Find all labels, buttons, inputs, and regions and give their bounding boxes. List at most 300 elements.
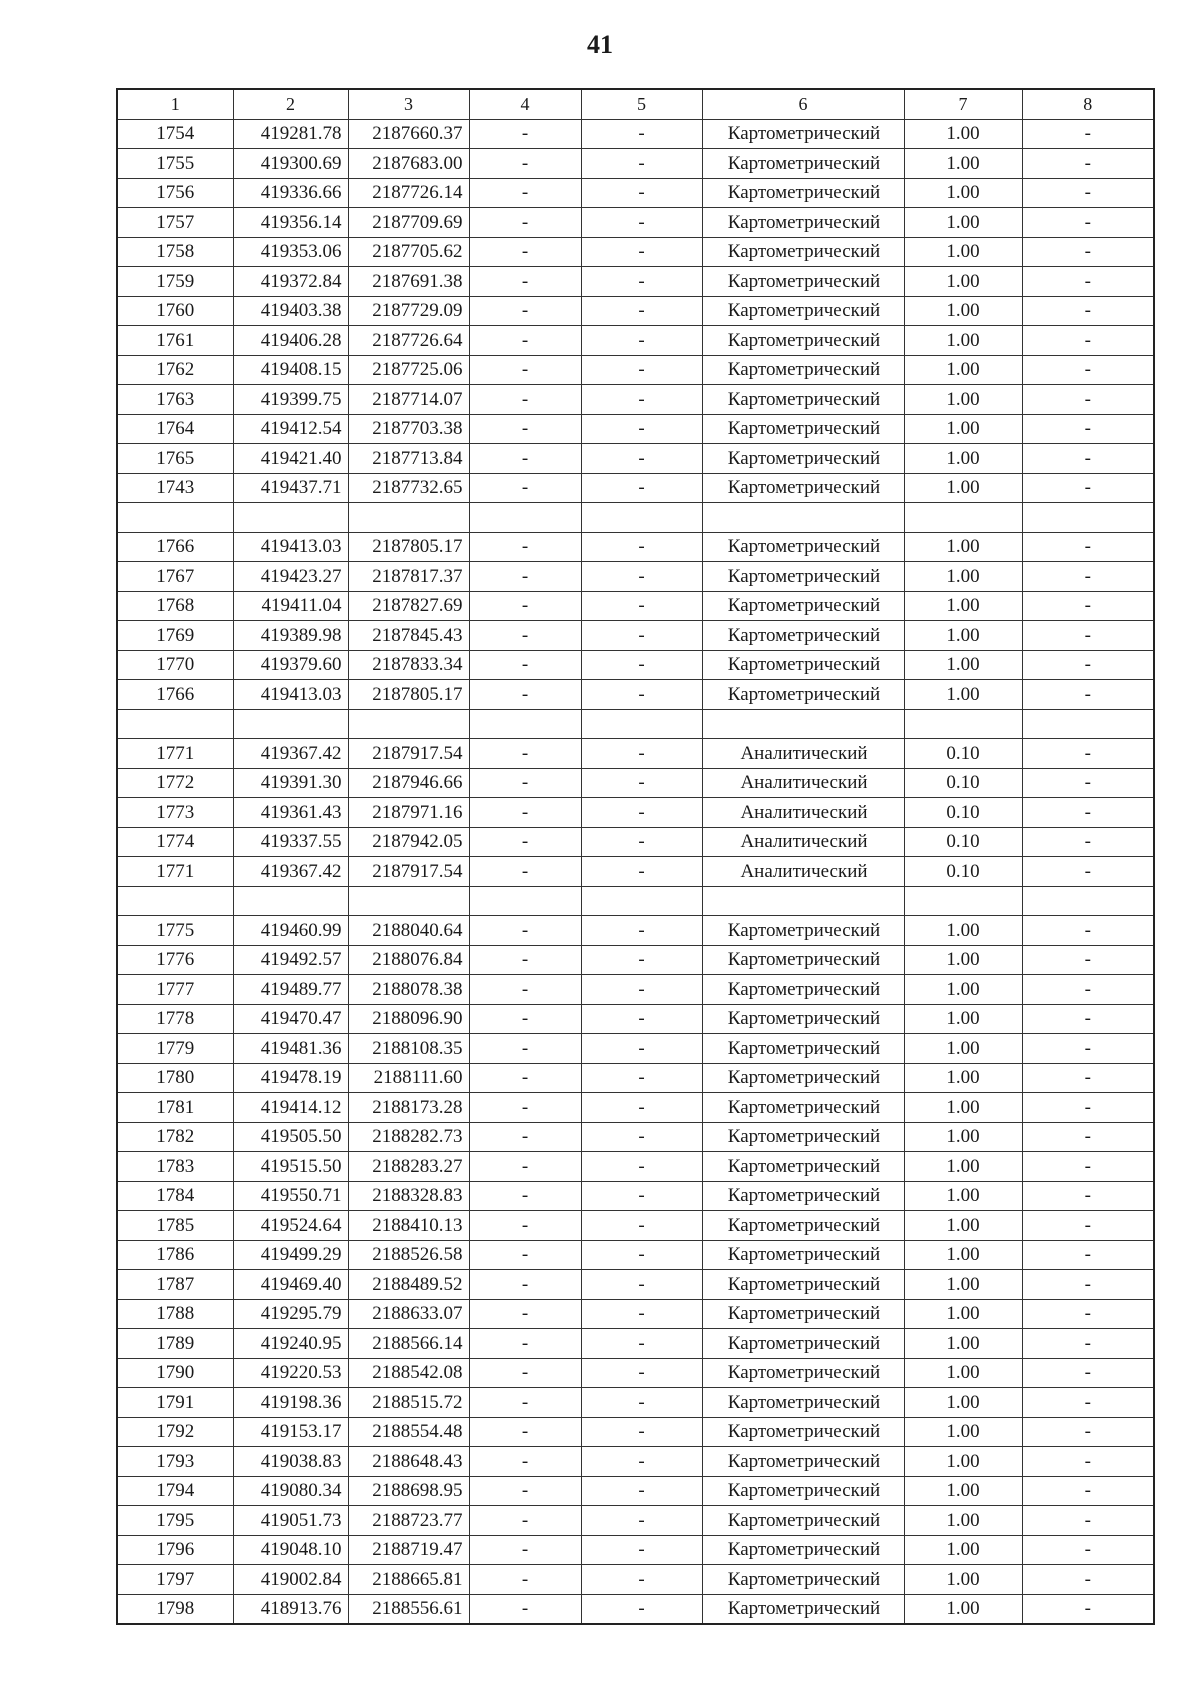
table-cell: -: [1022, 1388, 1154, 1418]
table-cell: -: [1022, 444, 1154, 474]
coord-x-cell: 419515.50: [233, 1152, 348, 1182]
table-cell: -: [469, 1417, 581, 1447]
table-row: [117, 562, 1154, 592]
table-cell: -: [1022, 532, 1154, 562]
separator-row: [117, 503, 1154, 533]
point-number-cell: 1772: [117, 768, 233, 798]
coord-x-cell: 419408.15: [233, 355, 348, 385]
method-cell: Картометрический: [702, 178, 904, 208]
precision-cell: 1.00: [904, 326, 1022, 356]
precision-cell: 1.00: [904, 1299, 1022, 1329]
point-number-cell: 1786: [117, 1240, 233, 1270]
table-cell: -: [469, 149, 581, 179]
precision-cell: 1.00: [904, 650, 1022, 680]
table-cell: -: [581, 1358, 702, 1388]
table-row: [117, 1506, 1154, 1536]
table-cell: [581, 503, 702, 533]
method-cell: Картометрический: [702, 916, 904, 946]
coord-x-cell: 419470.47: [233, 1004, 348, 1034]
table-cell: [469, 503, 581, 533]
method-cell: Картометрический: [702, 1063, 904, 1093]
table-cell: -: [581, 1417, 702, 1447]
table-cell: -: [1022, 857, 1154, 887]
coord-y-cell: 2187971.16: [348, 798, 469, 828]
table-cell: -: [469, 1152, 581, 1182]
table-cell: -: [469, 768, 581, 798]
precision-cell: 1.00: [904, 149, 1022, 179]
method-cell: Картометрический: [702, 385, 904, 415]
table-cell: -: [469, 975, 581, 1005]
coord-y-cell: 2188282.73: [348, 1122, 469, 1152]
point-number-cell: 1794: [117, 1476, 233, 1506]
method-cell: [702, 503, 904, 533]
coord-x-cell: 418913.76: [233, 1594, 348, 1624]
precision-cell: 1.00: [904, 1034, 1022, 1064]
precision-cell: [904, 503, 1022, 533]
table-body: [117, 89, 1154, 1624]
table-row: [117, 385, 1154, 415]
table-cell: -: [1022, 1004, 1154, 1034]
table-cell: -: [1022, 650, 1154, 680]
point-number-cell: 1781: [117, 1093, 233, 1123]
coord-y-cell: 2188076.84: [348, 945, 469, 975]
coord-y-cell: 2187845.43: [348, 621, 469, 651]
coord-x-cell: [233, 709, 348, 739]
table-row: [117, 1388, 1154, 1418]
table-row: [117, 827, 1154, 857]
coordinates-table: [116, 88, 1155, 1625]
method-cell: Картометрический: [702, 237, 904, 267]
coord-y-cell: 2187805.17: [348, 680, 469, 710]
precision-cell: 1.00: [904, 1535, 1022, 1565]
table-cell: -: [469, 739, 581, 769]
table-cell: -: [469, 1122, 581, 1152]
table-cell: -: [581, 1299, 702, 1329]
table-cell: [469, 886, 581, 916]
coord-y-cell: 2187713.84: [348, 444, 469, 474]
coord-y-cell: 2188556.61: [348, 1594, 469, 1624]
table-row: [117, 178, 1154, 208]
coord-y-cell: 2188096.90: [348, 1004, 469, 1034]
precision-cell: 1.00: [904, 1270, 1022, 1300]
table-cell: -: [469, 119, 581, 149]
point-number-cell: 1791: [117, 1388, 233, 1418]
precision-cell: 1.00: [904, 975, 1022, 1005]
table-cell: -: [1022, 827, 1154, 857]
table-row: [117, 414, 1154, 444]
coord-x-cell: 419524.64: [233, 1211, 348, 1241]
point-number-cell: 1770: [117, 650, 233, 680]
precision-cell: [904, 709, 1022, 739]
table-cell: -: [469, 591, 581, 621]
coord-y-cell: 2187805.17: [348, 532, 469, 562]
coord-x-cell: 419489.77: [233, 975, 348, 1005]
method-cell: Картометрический: [702, 119, 904, 149]
table-cell: -: [581, 768, 702, 798]
table-cell: -: [469, 473, 581, 503]
table-cell: -: [469, 355, 581, 385]
table-cell: -: [1022, 119, 1154, 149]
coord-y-cell: 2187714.07: [348, 385, 469, 415]
coord-y-cell: 2188410.13: [348, 1211, 469, 1241]
coord-x-cell: 419492.57: [233, 945, 348, 975]
table-row: [117, 1093, 1154, 1123]
coord-y-cell: 2188723.77: [348, 1506, 469, 1536]
coord-y-cell: 2187732.65: [348, 473, 469, 503]
table-cell: -: [581, 1063, 702, 1093]
table-cell: -: [469, 178, 581, 208]
method-cell: Картометрический: [702, 444, 904, 474]
table-cell: -: [581, 1152, 702, 1182]
table-cell: -: [581, 650, 702, 680]
table-cell: -: [581, 591, 702, 621]
method-cell: Аналитический: [702, 857, 904, 887]
coord-x-cell: 419336.66: [233, 178, 348, 208]
method-cell: Картометрический: [702, 1417, 904, 1447]
coord-y-cell: 2188719.47: [348, 1535, 469, 1565]
table-cell: -: [1022, 1329, 1154, 1359]
precision-cell: 1.00: [904, 1358, 1022, 1388]
coord-y-cell: 2187726.14: [348, 178, 469, 208]
table-row: [117, 296, 1154, 326]
table-cell: -: [469, 827, 581, 857]
precision-cell: [904, 886, 1022, 916]
coord-x-cell: 419413.03: [233, 532, 348, 562]
table-row: [117, 1122, 1154, 1152]
coord-x-cell: 419413.03: [233, 680, 348, 710]
coord-y-cell: 2187703.38: [348, 414, 469, 444]
coord-x-cell: 419412.54: [233, 414, 348, 444]
table-row: [117, 650, 1154, 680]
table-cell: -: [1022, 385, 1154, 415]
table-cell: -: [581, 178, 702, 208]
table-cell: -: [469, 857, 581, 887]
precision-cell: 1.00: [904, 1594, 1022, 1624]
coord-x-cell: 419356.14: [233, 208, 348, 238]
method-cell: Картометрический: [702, 296, 904, 326]
method-cell: Картометрический: [702, 532, 904, 562]
table-row: [117, 326, 1154, 356]
table-cell: -: [469, 562, 581, 592]
precision-cell: 1.00: [904, 1004, 1022, 1034]
table-cell: -: [469, 1329, 581, 1359]
coord-y-cell: 2188566.14: [348, 1329, 469, 1359]
method-cell: Картометрический: [702, 1565, 904, 1595]
table-cell: -: [1022, 1299, 1154, 1329]
precision-cell: 1.00: [904, 1447, 1022, 1477]
table-cell: -: [581, 208, 702, 238]
precision-cell: 1.00: [904, 267, 1022, 297]
coord-y-cell: 2188665.81: [348, 1565, 469, 1595]
coord-y-cell: [348, 886, 469, 916]
table-cell: -: [581, 1535, 702, 1565]
column-header: 7: [904, 89, 1022, 119]
table-row: [117, 1358, 1154, 1388]
precision-cell: 1.00: [904, 414, 1022, 444]
coord-y-cell: 2188698.95: [348, 1476, 469, 1506]
coord-x-cell: 419367.42: [233, 739, 348, 769]
table-row: [117, 1034, 1154, 1064]
table-cell: -: [581, 857, 702, 887]
table-cell: -: [1022, 591, 1154, 621]
point-number-cell: 1796: [117, 1535, 233, 1565]
table-row: [117, 739, 1154, 769]
table-row: [117, 621, 1154, 651]
coord-y-cell: 2188108.35: [348, 1034, 469, 1064]
table-cell: -: [581, 267, 702, 297]
table-cell: -: [1022, 208, 1154, 238]
table-cell: -: [469, 326, 581, 356]
method-cell: Картометрический: [702, 414, 904, 444]
coord-y-cell: 2187833.34: [348, 650, 469, 680]
method-cell: Картометрический: [702, 591, 904, 621]
coord-x-cell: 419220.53: [233, 1358, 348, 1388]
table-cell: -: [469, 1565, 581, 1595]
precision-cell: 1.00: [904, 119, 1022, 149]
point-number-cell: 1790: [117, 1358, 233, 1388]
table-cell: -: [469, 1093, 581, 1123]
method-cell: Картометрический: [702, 1181, 904, 1211]
table-cell: -: [581, 680, 702, 710]
point-number-cell: 1771: [117, 739, 233, 769]
coord-y-cell: 2187726.64: [348, 326, 469, 356]
table-cell: -: [1022, 414, 1154, 444]
precision-cell: 0.10: [904, 768, 1022, 798]
method-cell: Картометрический: [702, 355, 904, 385]
table-cell: -: [1022, 1211, 1154, 1241]
table-cell: -: [581, 1122, 702, 1152]
table-cell: [581, 709, 702, 739]
coord-x-cell: 419391.30: [233, 768, 348, 798]
table-cell: -: [581, 1476, 702, 1506]
point-number-cell: 1759: [117, 267, 233, 297]
table-cell: -: [1022, 1594, 1154, 1624]
coord-y-cell: 2187725.06: [348, 355, 469, 385]
coord-y-cell: 2188526.58: [348, 1240, 469, 1270]
table-row: [117, 1329, 1154, 1359]
table-header-row: [117, 89, 1154, 119]
method-cell: Картометрический: [702, 1388, 904, 1418]
table-cell: -: [1022, 1476, 1154, 1506]
table-cell: -: [1022, 149, 1154, 179]
coord-y-cell: 2188173.28: [348, 1093, 469, 1123]
method-cell: [702, 709, 904, 739]
table-cell: -: [581, 827, 702, 857]
coord-x-cell: [233, 503, 348, 533]
method-cell: Картометрический: [702, 149, 904, 179]
precision-cell: 1.00: [904, 591, 1022, 621]
table-cell: -: [469, 237, 581, 267]
precision-cell: 1.00: [904, 237, 1022, 267]
page-number: 41: [587, 30, 613, 59]
method-cell: Картометрический: [702, 1594, 904, 1624]
point-number-cell: 1761: [117, 326, 233, 356]
coord-x-cell: 419361.43: [233, 798, 348, 828]
table-cell: -: [1022, 1181, 1154, 1211]
point-number-cell: 1766: [117, 532, 233, 562]
coord-x-cell: 419437.71: [233, 473, 348, 503]
table-cell: -: [581, 355, 702, 385]
point-number-cell: 1798: [117, 1594, 233, 1624]
table-row: [117, 119, 1154, 149]
method-cell: Картометрический: [702, 1270, 904, 1300]
table-cell: -: [1022, 267, 1154, 297]
table-row: [117, 1594, 1154, 1624]
table-cell: -: [1022, 1240, 1154, 1270]
table-cell: -: [469, 916, 581, 946]
point-number-cell: 1767: [117, 562, 233, 592]
table-cell: -: [581, 1034, 702, 1064]
coord-x-cell: 419379.60: [233, 650, 348, 680]
method-cell: Картометрический: [702, 650, 904, 680]
coord-x-cell: 419372.84: [233, 267, 348, 297]
method-cell: Картометрический: [702, 267, 904, 297]
column-header: 1: [117, 89, 233, 119]
precision-cell: 1.00: [904, 473, 1022, 503]
method-cell: Картометрический: [702, 562, 904, 592]
table-cell: -: [469, 945, 581, 975]
point-number-cell: 1754: [117, 119, 233, 149]
method-cell: Картометрический: [702, 1122, 904, 1152]
table-cell: -: [469, 414, 581, 444]
point-number-cell: 1756: [117, 178, 233, 208]
method-cell: Картометрический: [702, 1447, 904, 1477]
point-number-cell: 1766: [117, 680, 233, 710]
coord-x-cell: 419406.28: [233, 326, 348, 356]
point-number-cell: [117, 503, 233, 533]
method-cell: Картометрический: [702, 680, 904, 710]
point-number-cell: 1763: [117, 385, 233, 415]
table-cell: -: [469, 650, 581, 680]
column-header: 2: [233, 89, 348, 119]
table-row: [117, 768, 1154, 798]
coord-x-cell: 419051.73: [233, 1506, 348, 1536]
table-cell: -: [581, 975, 702, 1005]
coord-x-cell: 419460.99: [233, 916, 348, 946]
table-cell: -: [581, 473, 702, 503]
table-cell: -: [1022, 237, 1154, 267]
table-cell: -: [1022, 1506, 1154, 1536]
method-cell: Картометрический: [702, 1093, 904, 1123]
point-number-cell: 1773: [117, 798, 233, 828]
method-cell: Картометрический: [702, 1004, 904, 1034]
coord-x-cell: 419499.29: [233, 1240, 348, 1270]
table-cell: -: [1022, 1122, 1154, 1152]
table-cell: [1022, 709, 1154, 739]
table-cell: -: [581, 1004, 702, 1034]
precision-cell: 1.00: [904, 1417, 1022, 1447]
table-cell: -: [469, 1594, 581, 1624]
table-cell: -: [581, 1211, 702, 1241]
table-row: [117, 1565, 1154, 1595]
coord-y-cell: [348, 709, 469, 739]
table-cell: -: [1022, 326, 1154, 356]
table-cell: -: [581, 916, 702, 946]
point-number-cell: 1743: [117, 473, 233, 503]
point-number-cell: 1758: [117, 237, 233, 267]
table-cell: -: [469, 798, 581, 828]
precision-cell: 1.00: [904, 532, 1022, 562]
precision-cell: 1.00: [904, 1093, 1022, 1123]
table-cell: -: [469, 1506, 581, 1536]
point-number-cell: 1768: [117, 591, 233, 621]
table-row: [117, 1270, 1154, 1300]
table-cell: -: [1022, 355, 1154, 385]
point-number-cell: 1788: [117, 1299, 233, 1329]
table-row: [117, 267, 1154, 297]
point-number-cell: 1779: [117, 1034, 233, 1064]
point-number-cell: 1757: [117, 208, 233, 238]
precision-cell: 1.00: [904, 916, 1022, 946]
table-cell: -: [581, 1447, 702, 1477]
coord-x-cell: [233, 886, 348, 916]
coord-x-cell: 419353.06: [233, 237, 348, 267]
coord-y-cell: 2188542.08: [348, 1358, 469, 1388]
table-cell: -: [581, 1093, 702, 1123]
precision-cell: 1.00: [904, 444, 1022, 474]
table-cell: -: [1022, 178, 1154, 208]
table-cell: -: [581, 1506, 702, 1536]
method-cell: Аналитический: [702, 768, 904, 798]
precision-cell: 1.00: [904, 1063, 1022, 1093]
method-cell: Картометрический: [702, 1299, 904, 1329]
coord-y-cell: 2187660.37: [348, 119, 469, 149]
precision-cell: 1.00: [904, 1240, 1022, 1270]
point-number-cell: 1795: [117, 1506, 233, 1536]
table-row: [117, 1181, 1154, 1211]
table-cell: [1022, 503, 1154, 533]
coord-y-cell: 2188489.52: [348, 1270, 469, 1300]
point-number-cell: 1755: [117, 149, 233, 179]
table-cell: -: [1022, 562, 1154, 592]
table-row: [117, 473, 1154, 503]
point-number-cell: 1764: [117, 414, 233, 444]
coord-x-cell: 419411.04: [233, 591, 348, 621]
table-cell: -: [469, 1240, 581, 1270]
table-cell: -: [1022, 1270, 1154, 1300]
coord-y-cell: 2187729.09: [348, 296, 469, 326]
point-number-cell: 1793: [117, 1447, 233, 1477]
table-cell: -: [581, 739, 702, 769]
table-row: [117, 237, 1154, 267]
point-number-cell: 1765: [117, 444, 233, 474]
separator-row: [117, 886, 1154, 916]
coord-x-cell: 419367.42: [233, 857, 348, 887]
column-header: 8: [1022, 89, 1154, 119]
table-cell: -: [581, 945, 702, 975]
method-cell: Картометрический: [702, 326, 904, 356]
table-row: [117, 857, 1154, 887]
precision-cell: 1.00: [904, 1506, 1022, 1536]
precision-cell: 1.00: [904, 680, 1022, 710]
coord-y-cell: 2188648.43: [348, 1447, 469, 1477]
point-number-cell: 1782: [117, 1122, 233, 1152]
table-row: [117, 1240, 1154, 1270]
table-row: [117, 975, 1154, 1005]
table-cell: -: [581, 237, 702, 267]
coord-y-cell: 2187946.66: [348, 768, 469, 798]
table-cell: -: [581, 1270, 702, 1300]
table-cell: -: [581, 1329, 702, 1359]
table-row: [117, 1447, 1154, 1477]
coord-y-cell: 2187917.54: [348, 857, 469, 887]
table-cell: -: [1022, 739, 1154, 769]
coord-y-cell: 2188328.83: [348, 1181, 469, 1211]
table-row: [117, 591, 1154, 621]
table-row: [117, 1152, 1154, 1182]
table-cell: -: [469, 1388, 581, 1418]
table-cell: -: [469, 296, 581, 326]
